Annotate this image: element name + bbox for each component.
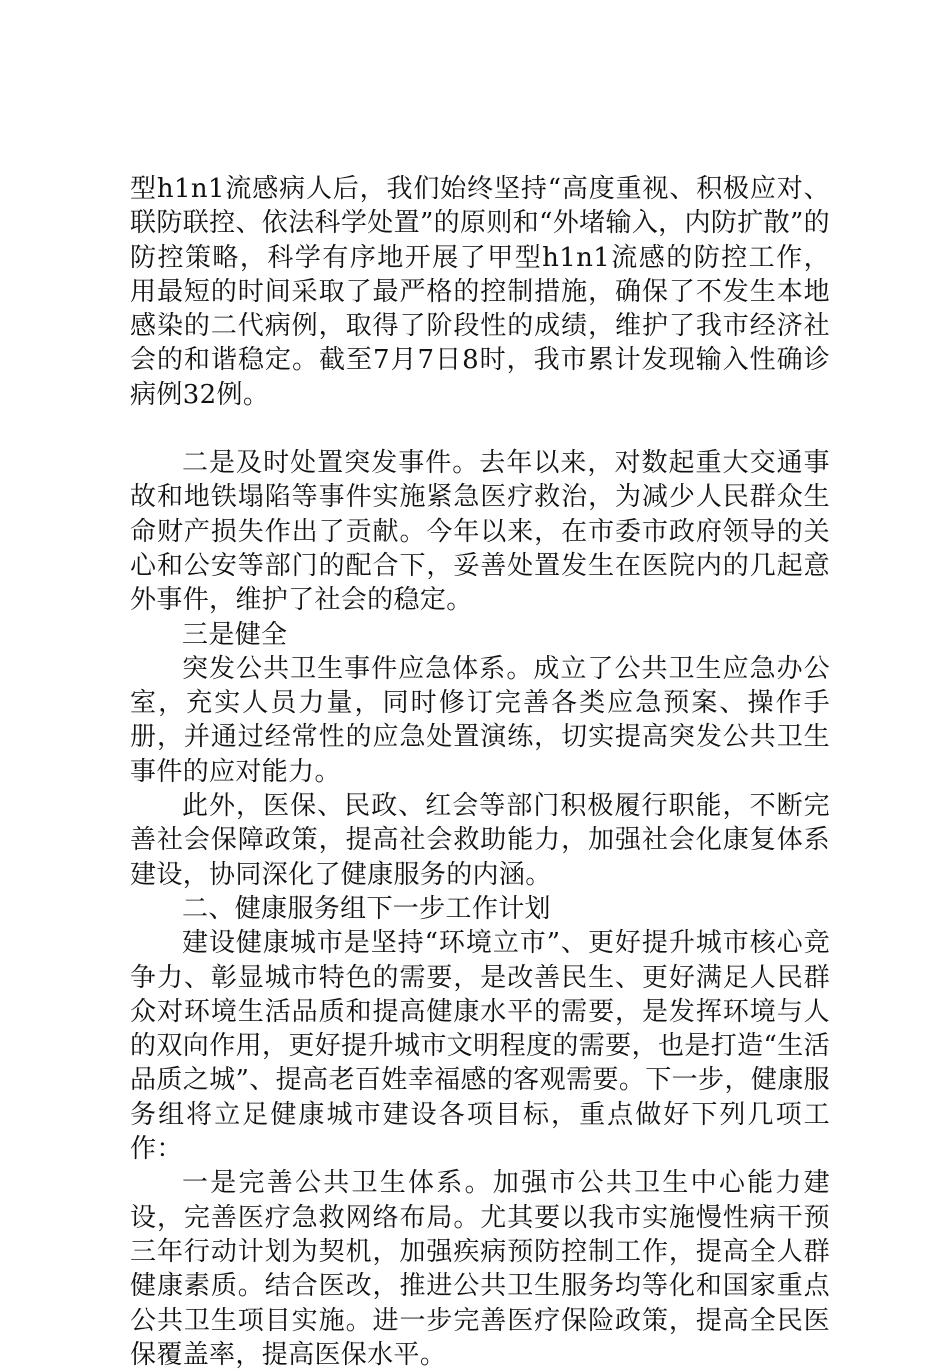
paragraph-emergency-system: 突发公共卫生事件应急体系。成立了公共卫生应急办公室，充实人员力量，同时修订完善各类应急预案、操作手册，并通过经常性的应急处置演练，切实提高突发公共卫生事件的应对能力。 [130,653,830,787]
paragraph-spacer [130,412,830,446]
paragraph-epidemic-control: 型h1n1流感病人后，我们始终坚持“高度重视、积极应对、联防联控、依法科学处置”的原则和“外堵输入，内防扩散”的防控策略，科学有序地开展了甲型h1n1流感的防控工作，用最短的时间采取了最严格的控制措施，确保了不发生本地感染的二代病例，取得了阶段性的成绩，维护了我市经济社会的和谐稳定。截至7月7日8时，我市累计发现输入性确诊病例32例。 [130,174,830,410]
paragraph-healthy-city: 建设健康城市是坚持“环境立市”、更好提升城市核心竞争力、彰显城市特色的需要，是改善民生、更好满足人民群众对环境生活品质和提高健康水平的需要，是发挥环境与人的双向作用，更好提升城市文明程度的需要，也是打造“生活品质之城”、提高老百姓幸福感的客观需要。下一步，健康服务组将立足健康城市建设各项目标，重点做好下列几项工作： [130,928,830,1165]
paragraph-emergency-handling: 二是及时处置突发事件。去年以来，对数起重大交通事故和地铁塌陷等事件实施紧急医疗救治，为减少人民群众生命财产损失作出了贡献。今年以来，在市委市政府领导的关心和公安等部门的配合下，妥善处置发生在医院内的几起意外事件，维护了社会的稳定。 [130,448,830,616]
paragraph-public-health-system: 一是完善公共卫生体系。加强市公共卫生中心能力建设，完善医疗急救网络布局。尤其要以我市实施慢性病干预三年行动计划为契机，加强疾病预防控制工作，提高全人群健康素质。结合医改，推进公共卫生服务均等化和国家重点公共卫生项目实施。进一步完善医疗保险政策，提高全民医保覆盖率，提高医保水平。 [130,1168,830,1370]
paragraph-heading-improve: 三是健全 [182,619,288,650]
document-body [130,172,830,1372]
section-heading-next-plan: 二、健康服务组下一步工作计划 [182,893,551,924]
paragraph-social-security: 此外，医保、民政、红会等部门积极履行职能，不断完善社会保障政策，提高社会救助能力，加强社会化康复体系建设，协同深化了健康服务的内涵。 [130,791,830,890]
